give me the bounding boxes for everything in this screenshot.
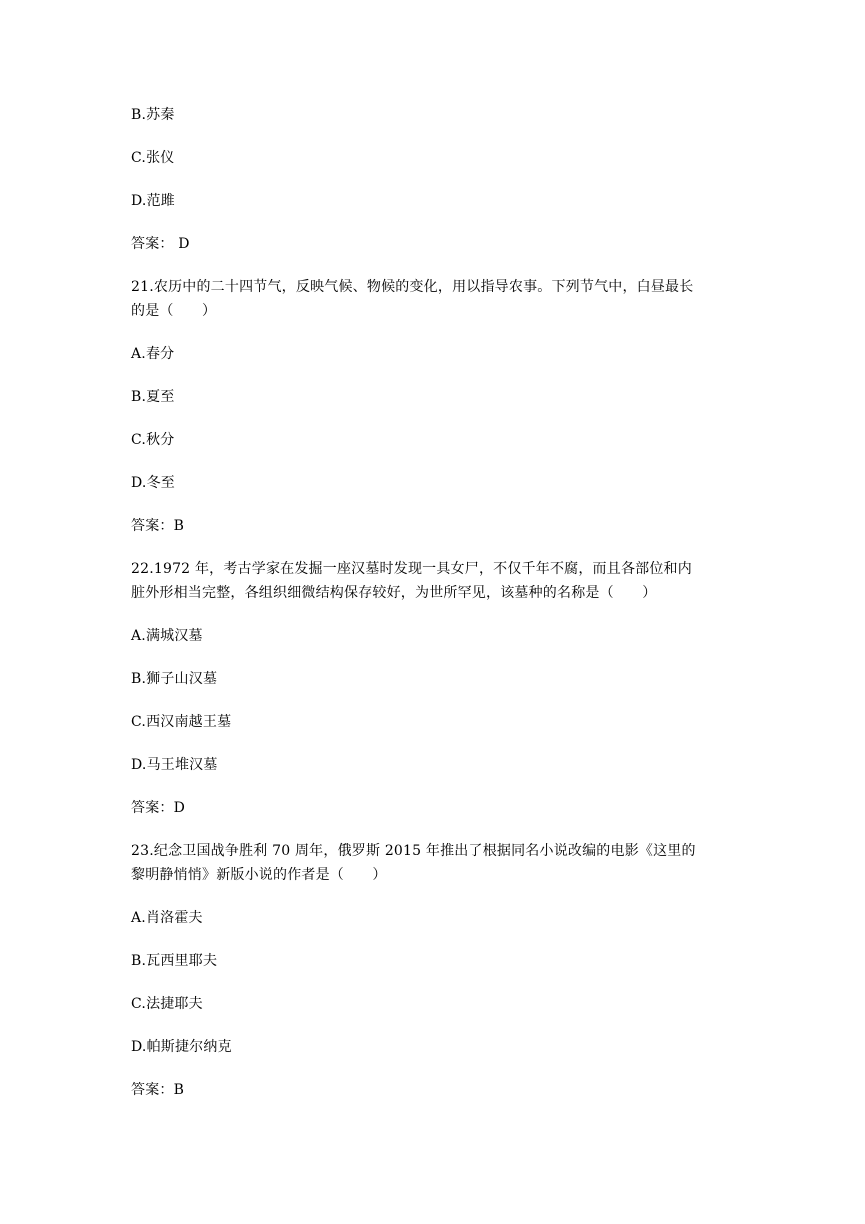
document-page: [131, 103, 741, 1102]
question-stem-line-1: 21.农历中的二十四节气，反映气候、物候的变化，用以指导农事。下列节气中，白昼最长: [131, 279, 694, 295]
question-stem-line-1: 22.1972 年，考古学家在发掘一座汉墓时发现一具女尸，不仅千年不腐，而且各部位和内: [131, 561, 692, 577]
option-b: B.苏秦: [131, 107, 175, 123]
option-a: A.春分: [131, 346, 175, 362]
question-23: [131, 839, 741, 1102]
question-21: [131, 275, 741, 557]
option-a: A.肖洛霍夫: [131, 910, 203, 926]
question-20: [131, 103, 741, 275]
question-stem-line-2: 黎明静悄悄》新版小说的作者是（ ）: [131, 867, 387, 883]
question-22: [131, 557, 741, 839]
option-c: C.西汉南越王墓: [131, 714, 232, 730]
option-b: B.狮子山汉墓: [131, 671, 218, 687]
question-stem-line-2: 脏外形相当完整，各组织细微结构保存较好，为世所罕见，该墓种的名称是（ ）: [131, 585, 657, 601]
option-c: C.张仪: [131, 150, 175, 166]
option-d: D.帕斯捷尔纳克: [131, 1039, 232, 1055]
answer: 答案：B: [131, 1082, 185, 1098]
question-stem-line-2: 的是（ ）: [131, 303, 217, 319]
option-b: B.夏至: [131, 389, 175, 405]
option-d: D.马王堆汉墓: [131, 757, 218, 773]
option-a: A.满城汉墓: [131, 628, 203, 644]
option-d: D.范雎: [131, 193, 175, 209]
option-c: C.法捷耶夫: [131, 996, 203, 1012]
answer: 答案：B: [131, 518, 185, 534]
question-stem-line-1: 23.纪念卫国战争胜利 70 周年，俄罗斯 2015 年推出了根据同名小说改编的电影《这里的: [131, 843, 696, 859]
option-c: C.秋分: [131, 432, 175, 448]
option-b: B.瓦西里耶夫: [131, 953, 218, 969]
answer: 答案：D: [131, 800, 186, 816]
answer: 答案： D: [131, 236, 190, 252]
option-d: D.冬至: [131, 475, 175, 491]
